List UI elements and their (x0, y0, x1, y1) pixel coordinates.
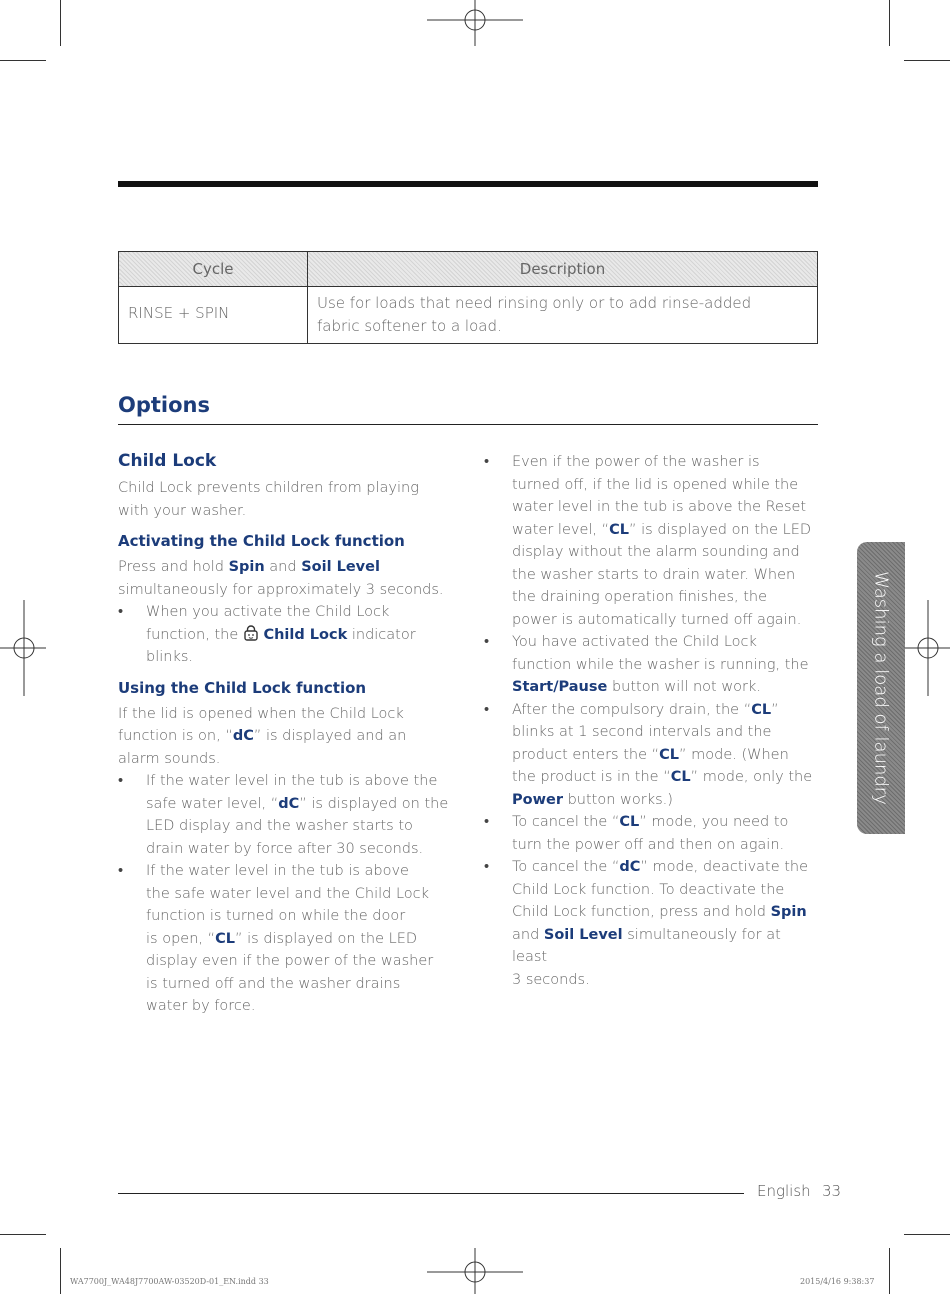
print-slug-right: 2015/4/16 9:38:37 (800, 1277, 875, 1286)
page-number: 33 (822, 1182, 842, 1200)
list-item: • If the water level in the tub is above the safe water level and the Child Lock function is turned on while the door is open, “CL” is displayed on the LED display even if the power of the washer is turned off and the washer drains water by force. (118, 860, 458, 1018)
crop-mark (60, 0, 61, 46)
table-header-description: Description (308, 252, 818, 287)
section-title: Options (118, 393, 210, 417)
registration-mark-left (0, 600, 46, 696)
using-text: If the lid is opened when the Child Lock function is on, “dC” is displayed and an alarm sounds. (118, 705, 407, 767)
footer-language: English (757, 1182, 811, 1200)
description-line: Use for loads that need rinsing only or to add rinse-added (317, 294, 752, 312)
list-item: • Even if the power of the washer is turned off, if the lid is opened while the water level in the tub is above the Reset water level, “CL” is displayed on the LED display without the alarm sounding and the washer starts to drain water. When the draining operation finishes, the power is automatically turned off again. (484, 451, 820, 631)
right-list (484, 451, 820, 991)
crop-mark (904, 60, 950, 61)
cycle-table (118, 251, 818, 344)
list-item: • After the compulsory drain, the “CL” blinks at 1 second intervals and the product enters the “CL” mode. (When the product is in the “CL” mode, only the Power button works.) (484, 699, 820, 812)
registration-mark-top (425, 0, 525, 48)
child-lock-heading: Child Lock (118, 451, 217, 471)
right-column (484, 451, 820, 991)
crop-mark (0, 60, 46, 61)
crop-mark (904, 1234, 950, 1235)
list-item: • To cancel the “CL” mode, you need to turn the power off and then on again. (484, 811, 820, 856)
crop-mark (60, 1248, 61, 1294)
registration-mark-right (904, 600, 950, 696)
crop-mark (0, 1234, 46, 1235)
crop-mark (889, 1248, 890, 1294)
description-cell (308, 287, 818, 344)
description-line: fabric softener to a load. (317, 317, 502, 335)
table-row (119, 287, 818, 344)
table-header-cycle: Cycle (119, 252, 308, 287)
print-slug-left: WA7700J_WA48J7700AW-03520D-01_EN.indd 33 (70, 1277, 269, 1286)
list-item: • When you activate the Child Lock function, the Child Lock indicator blinks. (118, 601, 458, 669)
activating-heading: Activating the Child Lock function (118, 532, 405, 550)
list-item: • If the water level in the tub is above the safe water level, “dC” is displayed on the LED display and the washer starts to drain water by force after 30 seconds. (118, 770, 458, 860)
left-column (118, 449, 458, 1018)
section-rule (118, 424, 818, 425)
activating-text: Press and hold Spin and Soil Level simultaneously for approximately 3 seconds. (118, 559, 444, 598)
top-rule (118, 181, 818, 187)
registration-mark-bottom (425, 1248, 525, 1294)
child-lock-icon (243, 625, 259, 641)
footer-rule (118, 1193, 744, 1194)
using-heading: Using the Child Lock function (118, 678, 367, 697)
child-lock-intro: Child Lock prevents children from playing with your washer. (118, 480, 419, 519)
crop-mark (889, 0, 890, 46)
table-header-row (119, 252, 818, 287)
list-item: • To cancel the “dC” mode, deactivate the Child Lock function. To deactivate the Child Lock function, press and hold Spin and Soil Level simultaneously for at least 3 seconds. (484, 856, 820, 991)
activating-list (118, 601, 458, 669)
cycle-cell: RINSE + SPIN (119, 287, 308, 344)
chapter-side-tab (857, 542, 905, 834)
chapter-side-tab-label: Washing a load of laundry (870, 571, 892, 805)
list-item: • You have activated the Child Lock function while the washer is running, the Start/Pause button will not work. (484, 631, 820, 699)
using-list (118, 770, 458, 1018)
